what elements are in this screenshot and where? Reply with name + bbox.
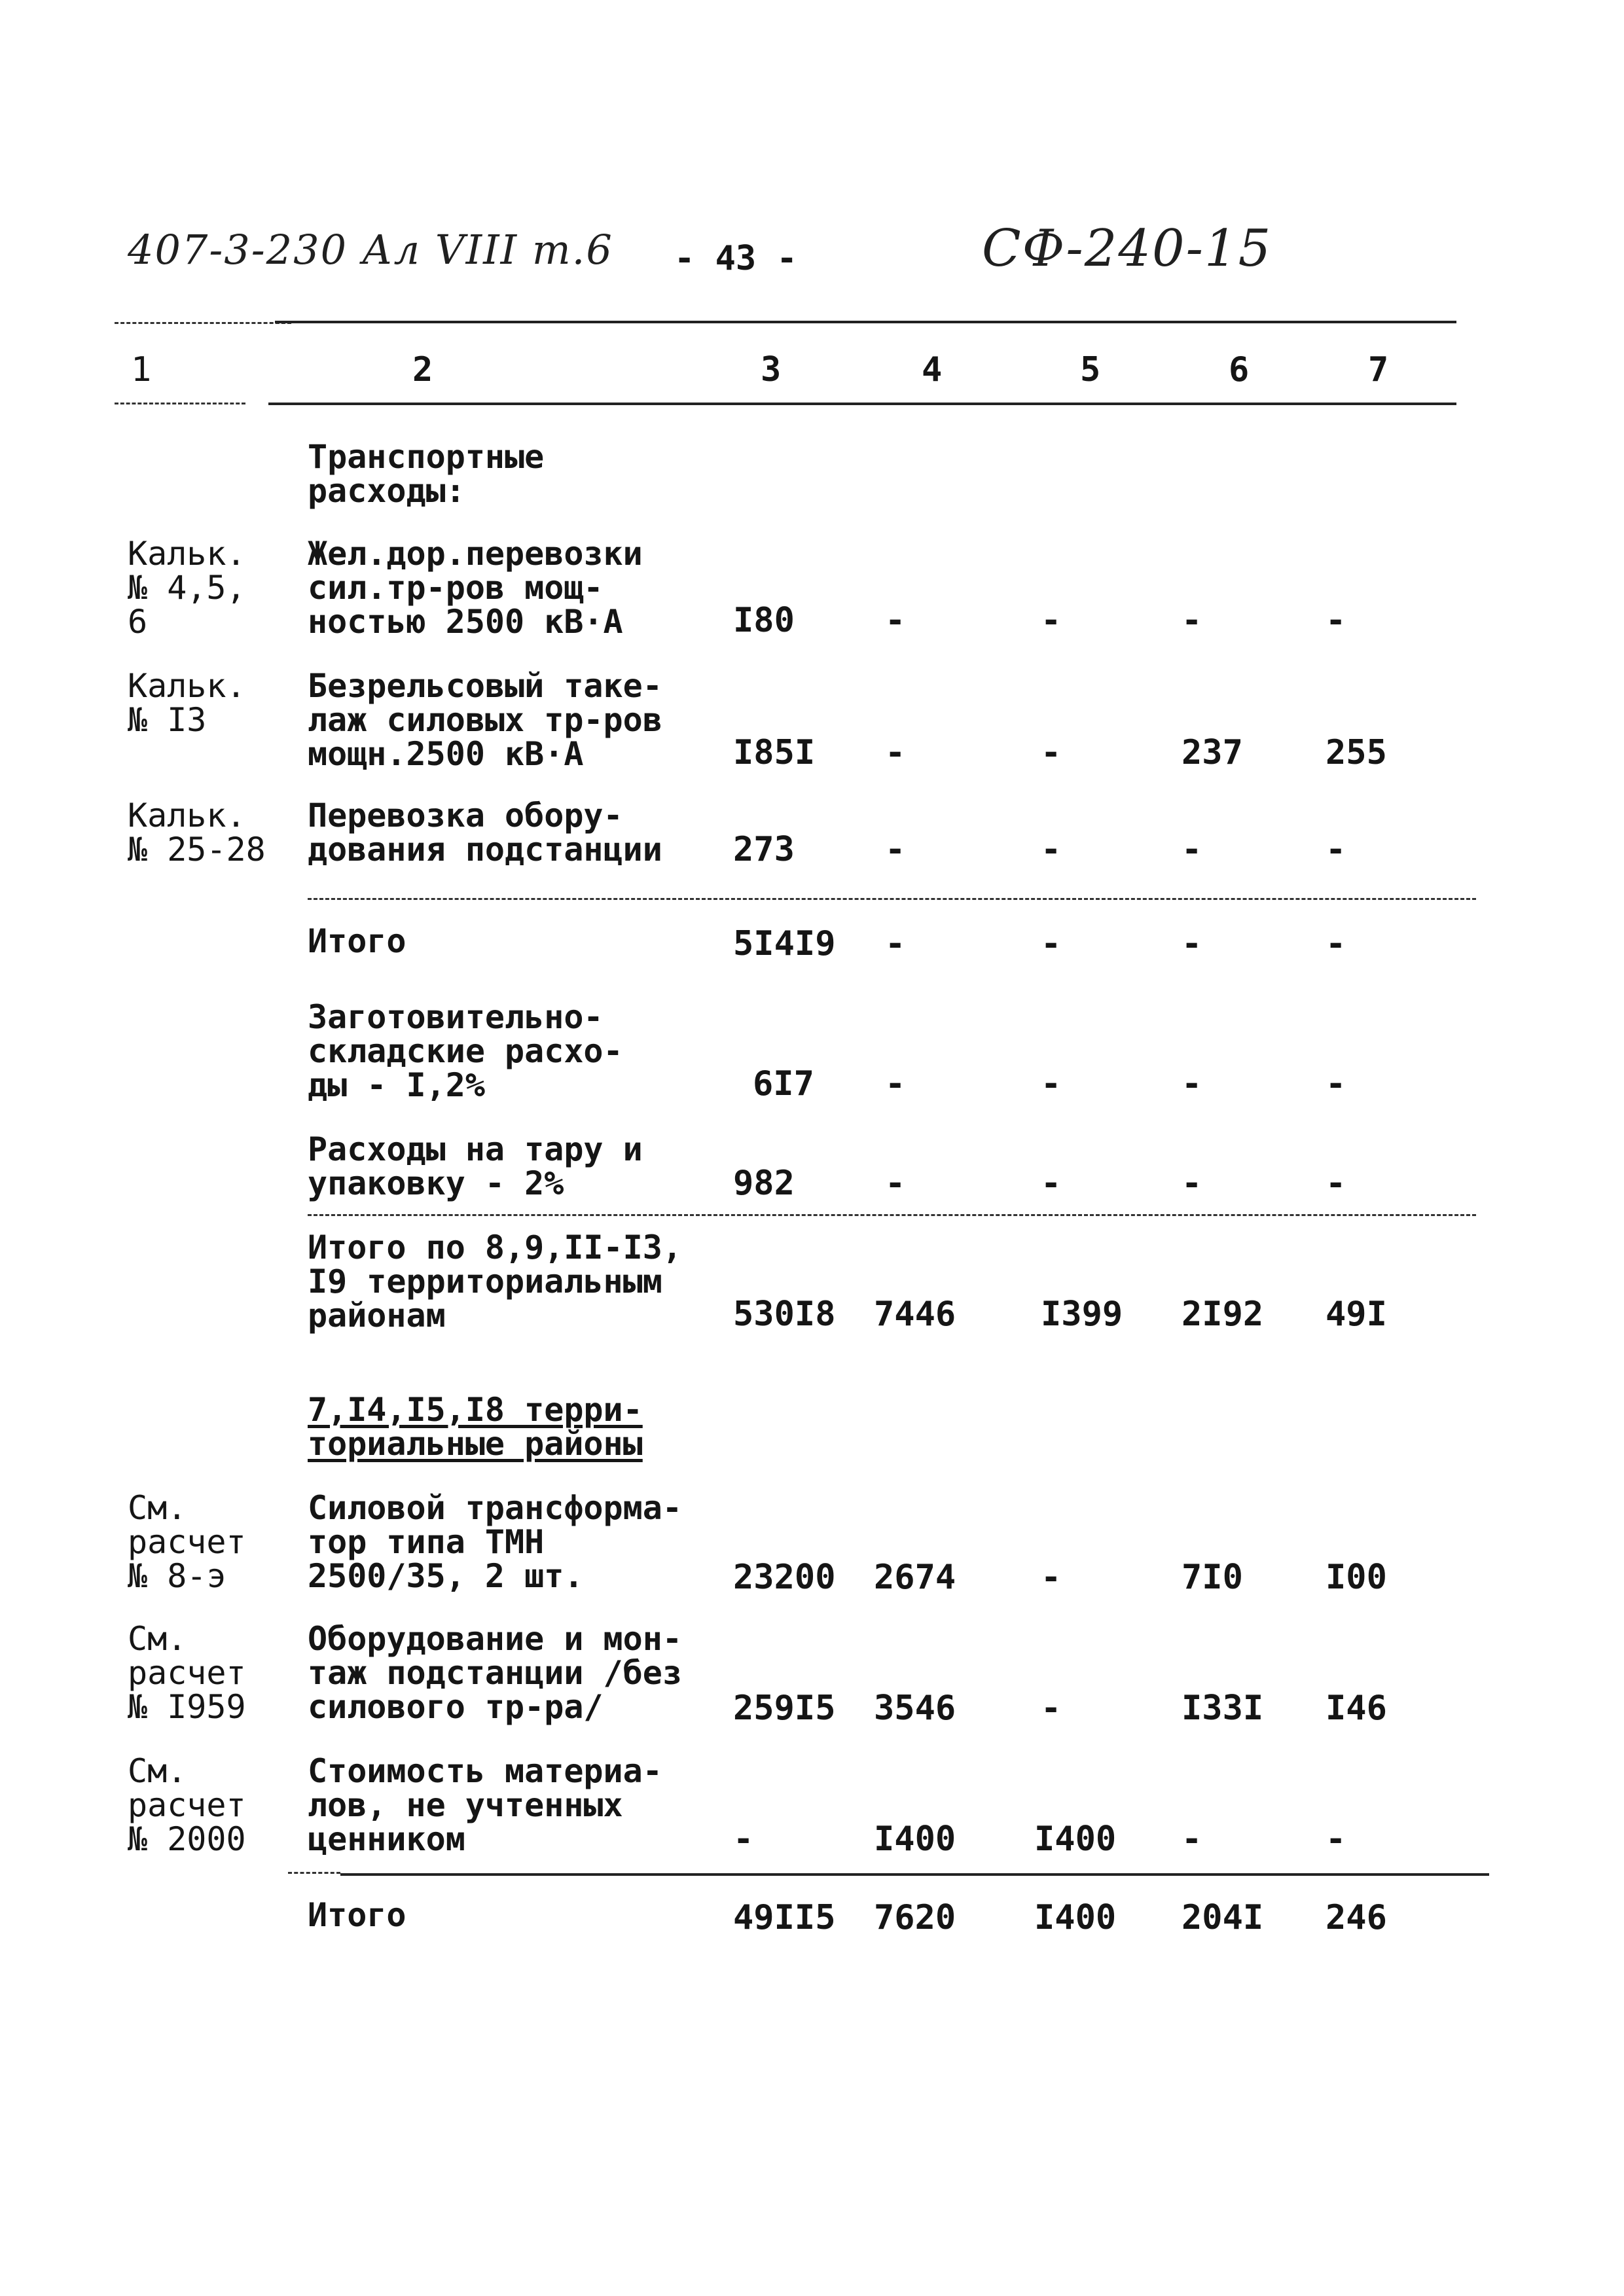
cell-col6: - (1182, 924, 1202, 963)
cell-col4: 2674 (874, 1558, 956, 1597)
sheet-code: СФ-240-15 (982, 219, 1272, 278)
cell-col3: 23200 (733, 1558, 836, 1597)
cell-col7: - (1326, 1164, 1346, 1203)
cell-col6: - (1182, 601, 1202, 640)
cell-col5: - (1041, 830, 1062, 869)
cell-col7: I46 (1326, 1689, 1387, 1728)
row-description: Силовой трансформа- тор типа ТМН 2500/35, 2 шт. (308, 1489, 682, 1595)
header-bottom-rule (268, 403, 1456, 405)
cell-col4: - (885, 924, 906, 963)
column-header-4: 4 (922, 350, 943, 389)
column-header-1: 1 (131, 350, 152, 389)
row-reference: Кальк. № 25-28 (128, 797, 266, 869)
column-header-7: 7 (1368, 350, 1389, 389)
row-description: Безрельсовый таке- лаж силовых тр-ров мощн.2500 кВ·А (308, 667, 662, 773)
cell-col6: I33I (1182, 1689, 1264, 1728)
cell-col5: I400 (1034, 1898, 1117, 1937)
row-reference: Кальк. № I3 (128, 667, 246, 739)
row-reference: Кальк. № 4,5, 6 (128, 535, 246, 641)
cell-col4: - (885, 1164, 906, 1203)
cell-col6: 2I92 (1182, 1295, 1264, 1334)
cell-col5: - (1041, 924, 1062, 963)
cell-col7: 49I (1326, 1295, 1387, 1334)
cell-col5: - (1041, 1164, 1062, 1203)
cell-col7: - (1326, 1820, 1346, 1859)
section-heading-transport: Транспортные расходы: (308, 438, 545, 510)
cell-col3: 49II5 (733, 1898, 836, 1937)
cell-col4: 7620 (874, 1898, 956, 1937)
row-description: Расходы на тару и упаковку - 2% (308, 1130, 643, 1202)
cell-col4: I400 (874, 1820, 956, 1859)
document-code: 407-3-230 Ал VIII т.6 (128, 226, 613, 274)
page-number: - 43 - (674, 239, 797, 278)
cell-col6: - (1182, 1820, 1202, 1859)
table-top-rule (275, 321, 1456, 323)
row-description: Итого (308, 922, 406, 960)
cell-col5: - (1041, 1558, 1062, 1597)
cell-col5: - (1041, 1689, 1062, 1728)
row-description: Стоимость материа- лов, не учтенных ценником (308, 1752, 662, 1858)
column-header-5: 5 (1080, 350, 1101, 389)
cell-col4: 3546 (874, 1689, 956, 1728)
row-reference: См. расчет № 8-э (128, 1489, 246, 1595)
cell-col6: 7I0 (1182, 1558, 1243, 1597)
cell-col5: I399 (1041, 1295, 1123, 1334)
row-description: Заготовительно- складские расхо- ды - I,2% (308, 998, 623, 1104)
cell-col3: 6I7 (753, 1064, 814, 1103)
row-description: Итого по 8,9,II-I3, I9 территориальным районам (308, 1229, 682, 1335)
cell-col6: - (1182, 1064, 1202, 1103)
cell-col3: 5I4I9 (733, 924, 836, 963)
cell-col3: 530I8 (733, 1295, 836, 1334)
section-heading-regions: 7,I4,I5,I8 терри- ториальные районы (308, 1391, 643, 1463)
cell-col4: - (885, 830, 906, 869)
cell-col6: - (1182, 830, 1202, 869)
cell-col4: - (885, 733, 906, 772)
row-description: Итого (308, 1896, 406, 1934)
cell-col7: - (1326, 601, 1346, 640)
cell-col3: - (733, 1820, 754, 1859)
cell-col6: 237 (1182, 733, 1243, 772)
row-description: Жел.дор.перевозки сил.тр-ров мощ- ностью 2500 кВ·А (308, 535, 643, 641)
cell-col4: - (885, 601, 906, 640)
cell-col7: - (1326, 924, 1346, 963)
cell-col5: I400 (1034, 1820, 1117, 1859)
subtotal-rule (308, 898, 1476, 900)
cell-col4: 7446 (874, 1295, 956, 1334)
cell-col3: 259I5 (733, 1689, 836, 1728)
column-header-2: 2 (412, 350, 433, 389)
cell-col5: - (1041, 733, 1062, 772)
column-header-6: 6 (1229, 350, 1250, 389)
cell-col7: - (1326, 1064, 1346, 1103)
cell-col7: I00 (1326, 1558, 1387, 1597)
table-top-rule-left (115, 322, 291, 324)
header-bottom-rule-left (115, 403, 245, 404)
cell-col6: 204I (1182, 1898, 1264, 1937)
cell-col5: - (1041, 1064, 1062, 1103)
cell-col6: - (1182, 1164, 1202, 1203)
total-rule (308, 1214, 1476, 1216)
cell-col3: I85I (733, 733, 816, 772)
cell-col3: I80 (733, 601, 795, 640)
row-description: Оборудование и мон- таж подстанции /без силового тр-ра/ (308, 1620, 682, 1726)
final-rule-left (288, 1872, 340, 1874)
cell-col3: 273 (733, 830, 795, 869)
final-rule (340, 1873, 1489, 1876)
row-description: Перевозка обору- дования подстанции (308, 797, 662, 869)
cell-col5: - (1041, 601, 1062, 640)
cell-col7: 246 (1326, 1898, 1387, 1937)
cell-col7: 255 (1326, 733, 1387, 772)
column-header-3: 3 (761, 350, 782, 389)
row-reference: См. расчет № I959 (128, 1620, 246, 1726)
cell-col7: - (1326, 830, 1346, 869)
cell-col3: 982 (733, 1164, 795, 1203)
cell-col4: - (885, 1064, 906, 1103)
row-reference: См. расчет № 2000 (128, 1752, 246, 1858)
